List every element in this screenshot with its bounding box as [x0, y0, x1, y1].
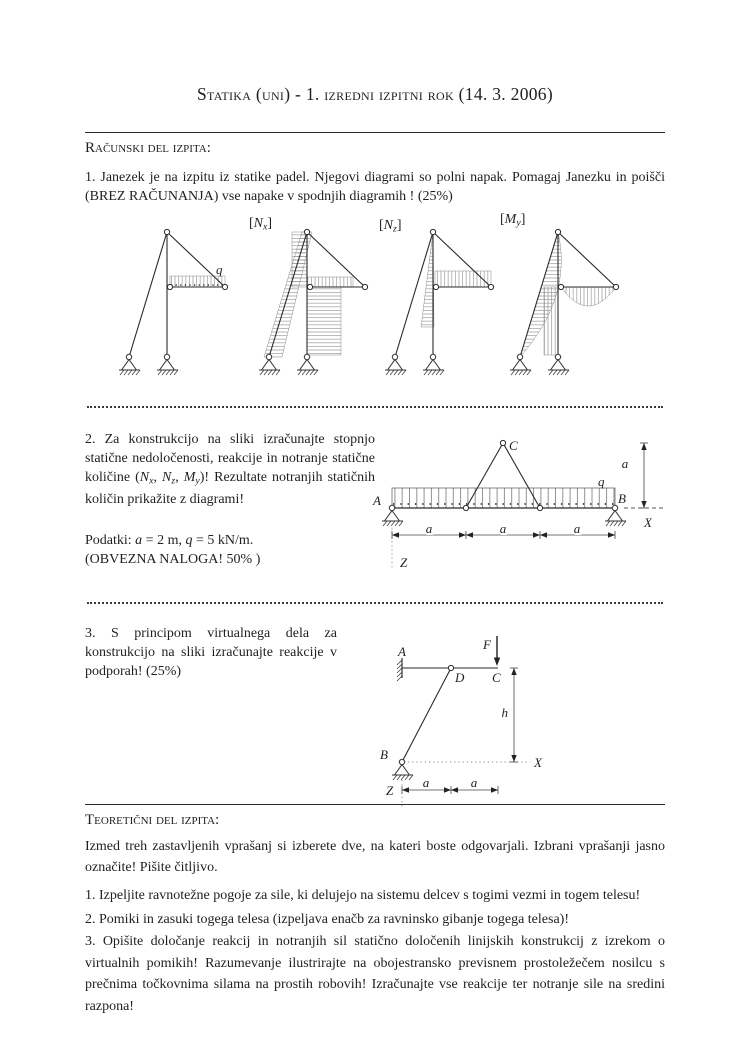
node-a-label: A: [373, 493, 381, 508]
force-f-arrow: [494, 636, 500, 666]
node-a-label: A: [398, 644, 406, 659]
dim-a-label: a: [621, 456, 629, 471]
pin-support-icon: [548, 354, 569, 375]
theory-intro: Izmed treh zastavljenih vprašanj si izberete dve, na kateri boste odgovarjali. Izbrani vprašanji jasno označite! Pišite čitljivo.: [85, 839, 665, 875]
node-b-label: B: [380, 747, 388, 762]
section-divider-rule-bottom: [85, 804, 665, 805]
problem3-structure-diagram: [378, 618, 658, 813]
frame-members: [395, 232, 491, 357]
node-b-label: B: [618, 491, 626, 506]
dotted-separator-2: [87, 602, 663, 604]
computational-section-heading: Računski del izpita:: [85, 140, 211, 156]
z-axis-label: Z: [386, 783, 394, 798]
frame-members: [129, 232, 225, 357]
theory-section-heading: Teoretični del izpita:: [85, 812, 220, 828]
pin-support-icon: [157, 354, 178, 375]
my-diagram-label: [My]: [500, 212, 526, 229]
pin-support-icon: [423, 354, 444, 375]
dim-h-label: h: [501, 705, 508, 720]
pin-support-icon: [297, 354, 318, 375]
x-axis-label: X: [644, 515, 652, 530]
pin-support-icon: [392, 759, 413, 780]
load-q-label: q: [598, 474, 605, 489]
problem2-data-line: Podatki: a = 2 m, q = 5 kN/m.: [85, 533, 254, 549]
dim-a-label: a: [425, 521, 433, 536]
node-d-label: D: [455, 670, 465, 685]
wall-support: [397, 658, 402, 681]
pin-support-icon: [119, 354, 140, 375]
problem1-structure-diagram: [112, 215, 240, 379]
dim-a-label: a: [499, 521, 507, 536]
theory-question-1: 1. Izpeljite ravnotežne pogoje za sile, ki delujejo na sistemu delcev s togimi vezmi in togem telesu!: [85, 888, 641, 903]
theory-question-3: 3. Opišite določanje reakcij in notranjih sil statično določenih linijskih konstrukcij z izrekom o virtualnih pomikih! Razumevanje ilustrirajte na obojestransko previsnem prostoležečem nosilcu s prečnima točkovnima silama na prostih robovih! Izračunajte vse reakcije ter notranje sile na sredini razpona!: [85, 934, 665, 1014]
z-axis-label: Z: [400, 555, 408, 570]
problem2-structure-diagram: [372, 430, 672, 590]
problem1-my-diagram: [503, 215, 631, 379]
nz-diagram-areas: [421, 232, 491, 327]
nz-diagram-label: [Nz]: [379, 218, 402, 235]
node-c-label: C: [509, 438, 518, 453]
section-divider-rule-top: [85, 132, 665, 133]
pin-support-icon: [510, 354, 531, 375]
pin-support-icon: [259, 354, 280, 375]
problem1-text: 1. Janezek je na izpitu iz statike padel. Njegovi diagrami so polni napak. Pomagaj Janezku in poišči (BREZ RAČUNANJA) vse napake v spodnjih diagramih ! (25%): [85, 170, 665, 204]
frame-members: [402, 668, 498, 762]
horizontal-dimension-line: [392, 521, 615, 539]
theory-question-2: 2. Pomiki in zasuki togega telesa (izpeljava enačb za ravninsko gibanje togega telesa)!: [85, 912, 569, 927]
dim-a-label: a: [470, 775, 478, 790]
distributed-load: [392, 488, 615, 508]
force-f-label: F: [483, 637, 491, 652]
bottom-dimension-line: [402, 775, 498, 794]
dim-a-label: a: [422, 775, 430, 790]
problem1-nx-diagram: [252, 215, 380, 379]
distributed-load: [170, 262, 225, 287]
h-dimension-line: [502, 668, 519, 762]
dim-a-label: a: [573, 521, 581, 536]
problem1-nz-diagram: [378, 215, 506, 379]
problem2-mandatory-line: (OBVEZNA NALOGA! 50% ): [85, 552, 261, 568]
dotted-separator-1: [87, 406, 663, 408]
my-diagram-areas: [520, 232, 616, 357]
page-title: Statika (uni) - 1. izredni izpitni rok (14. 3. 2006): [197, 84, 553, 104]
problem3-text: 3. S principom virtualnega dela za konstrukcijo na sliki izračunajte reakcije v podporah! (25%): [85, 626, 337, 679]
problem2-block: [85, 430, 375, 569]
load-q-label: q: [216, 262, 223, 277]
pin-support-icon: [385, 354, 406, 375]
nx-diagram-label: [Nx]: [249, 216, 273, 233]
x-axis-label: X: [534, 755, 542, 770]
problem2-text: 2. Za konstrukcijo na sliki izračunajte stopnjo statične nedoločenosti, reakcije in notranje statične količine (Nx, Nz, My)! Rezultate notranjih statičnih količin prikažite z diagrami!: [85, 432, 376, 508]
nx-diagram-areas: [264, 232, 353, 357]
node-c-label: C: [492, 670, 501, 685]
